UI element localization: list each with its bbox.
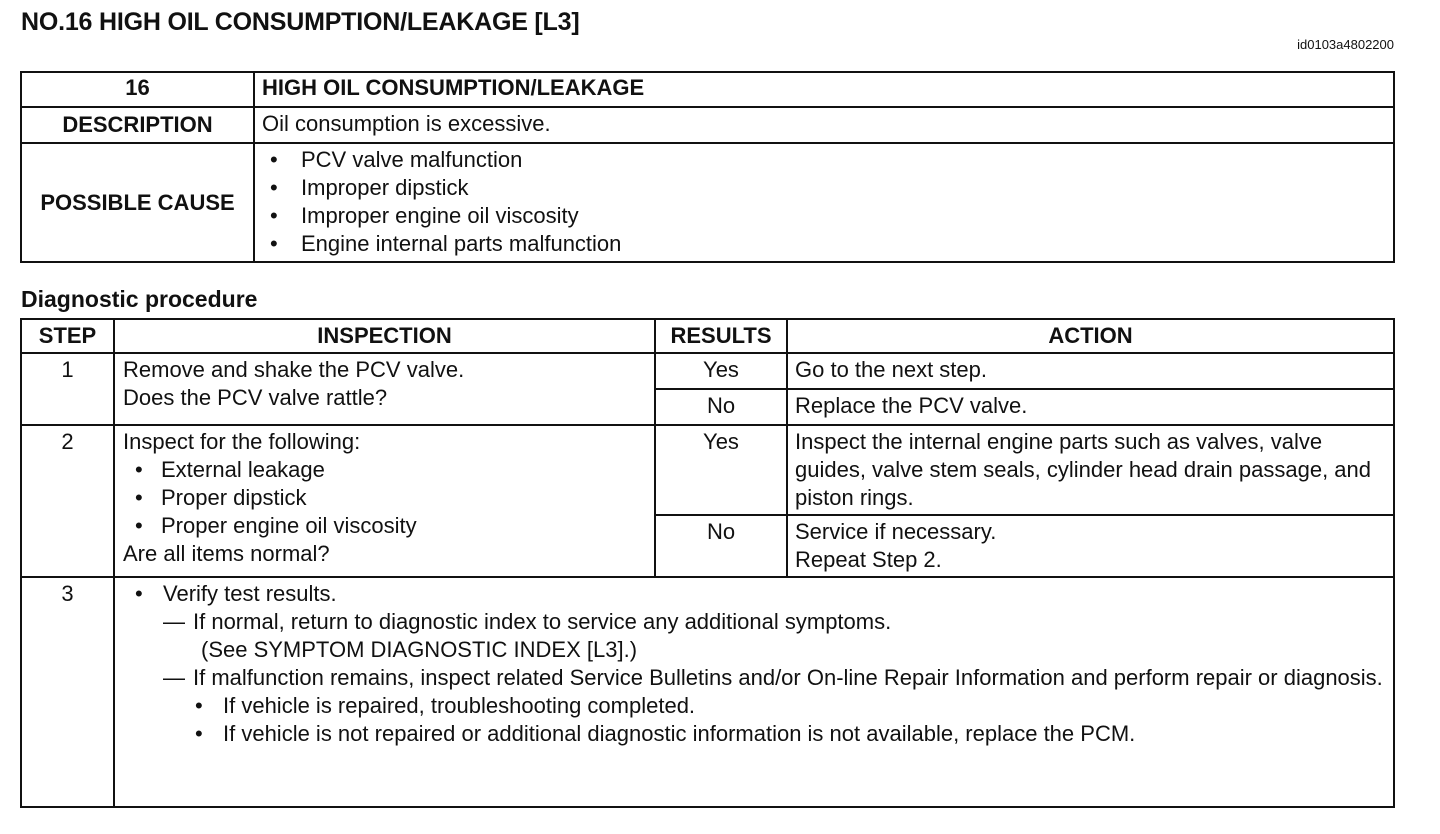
- possible-cause-label: POSSIBLE CAUSE: [21, 143, 254, 262]
- info-header-row: [21, 72, 1394, 107]
- description-row: [21, 107, 1394, 143]
- cause-item: • Improper dipstick: [255, 174, 1393, 202]
- column-header-results: RESULTS: [655, 319, 787, 353]
- step3-content: [114, 577, 1394, 807]
- step3-number: 3: [21, 577, 114, 807]
- step3-sub-item: • If vehicle is not repaired or additional diagnostic information is not available, replace the PCM.: [193, 720, 1393, 748]
- step1-inspection-question: Does the PCV valve rattle?: [123, 385, 388, 410]
- step3-malfunction-item: [163, 664, 1393, 748]
- step3-list: [133, 580, 1393, 748]
- step3-dash-list: [163, 608, 1393, 748]
- possible-cause-row: [21, 143, 1394, 262]
- cause-item: • Improper engine oil viscosity: [255, 202, 1393, 230]
- cause-item: • PCV valve malfunction: [255, 146, 1393, 174]
- possible-cause-list: [255, 146, 1393, 258]
- step1-action-no: Replace the PCV valve.: [787, 389, 1394, 425]
- column-header-inspection: INSPECTION: [114, 319, 655, 353]
- step2-result-yes: Yes: [655, 425, 787, 515]
- step2-result-no: No: [655, 515, 787, 577]
- step1-inspection-line: Remove and shake the PCV valve.: [123, 357, 465, 382]
- page-title: NO.16 HIGH OIL CONSUMPTION/LEAKAGE [L3]: [21, 8, 580, 36]
- step2-action-no: [787, 515, 1394, 577]
- column-header-action: ACTION: [787, 319, 1394, 353]
- symptom-heading: HIGH OIL CONSUMPTION/LEAKAGE: [254, 72, 1394, 107]
- step3-normal-text: — If normal, return to diagnostic index to service any additional symptoms.: [193, 609, 892, 634]
- column-header-step: STEP: [21, 319, 114, 353]
- step3-malfunction-text: — If malfunction remains, inspect related Service Bulletins and/or On-line Repair Information and perform repair or diagnosis.: [193, 665, 1383, 690]
- step1-result-no: No: [655, 389, 787, 425]
- step3-normal-reference: (See SYMPTOM DIAGNOSTIC INDEX [L3].): [201, 637, 638, 662]
- step2-inspection-intro: Inspect for the following:: [123, 429, 361, 454]
- inspection-item: • Proper engine oil viscosity: [123, 512, 654, 540]
- section-title: Diagnostic procedure: [21, 286, 258, 312]
- step1-yes-row: [21, 353, 1394, 389]
- step2-action-yes: Inspect the internal engine parts such as valves, valve guides, valve stem seals, cylinder head drain passage, and piston rings.: [787, 425, 1394, 515]
- possible-cause-cell: [254, 143, 1394, 262]
- symptom-number: 16: [21, 72, 254, 107]
- diagnostic-procedure-table: [20, 318, 1395, 808]
- step3-sub-item: • If vehicle is repaired, troubleshooting completed.: [193, 692, 1393, 720]
- step3-sub-list: [193, 692, 1393, 748]
- step1-inspection: [114, 353, 655, 425]
- description-label: DESCRIPTION: [21, 107, 254, 143]
- step2-inspection-question: Are all items normal?: [123, 541, 330, 566]
- step2-action-no-line: Service if necessary.: [795, 519, 997, 544]
- step1-result-yes: Yes: [655, 353, 787, 389]
- symptom-info-table: [20, 71, 1395, 263]
- step3-bullet: [133, 580, 1393, 748]
- step2-inspection: [114, 425, 655, 577]
- step2-inspection-list: [123, 456, 654, 540]
- step2-number: 2: [21, 425, 114, 577]
- procedure-header-row: [21, 319, 1394, 353]
- step3-row: [21, 577, 1394, 807]
- step1-number: 1: [21, 353, 114, 425]
- step3-normal-item: [163, 608, 1393, 664]
- description-text: Oil consumption is excessive.: [254, 107, 1394, 143]
- cause-item: • Engine internal parts malfunction: [255, 230, 1393, 258]
- inspection-item: • Proper dipstick: [123, 484, 654, 512]
- step3-bullet-text: • Verify test results.: [163, 581, 337, 606]
- inspection-item: • External leakage: [123, 456, 654, 484]
- document-id: id0103a4802200: [1297, 37, 1394, 52]
- step2-action-no-line: Repeat Step 2.: [795, 547, 942, 572]
- step1-action-yes: Go to the next step.: [787, 353, 1394, 389]
- step2-yes-row: [21, 425, 1394, 515]
